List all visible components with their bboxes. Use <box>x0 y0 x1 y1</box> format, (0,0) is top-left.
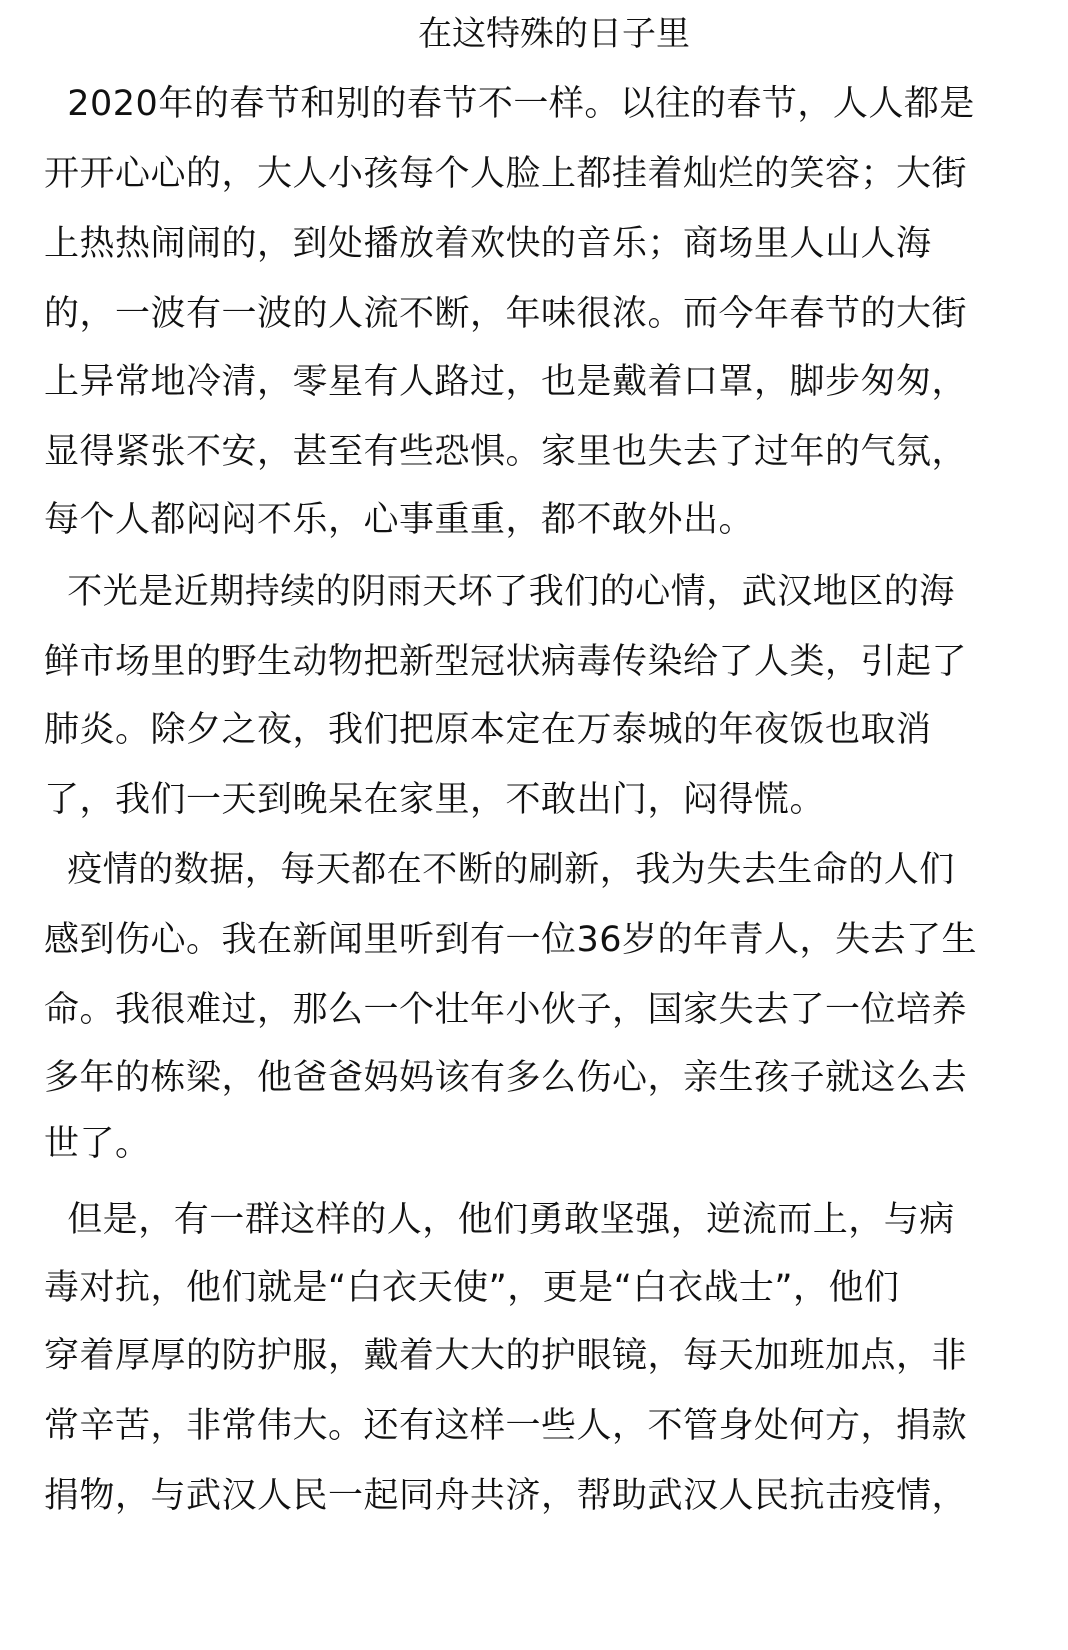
text-line: 显得紧张不安，甚至有些恐惧。家里也失去了过年的气氛， <box>44 432 968 472</box>
text-line: 每个人都闷闷不乐，心事重重，都不敢外出。 <box>44 500 755 540</box>
text-line: 肺炎。除夕之夜，我们把原本定在万泰城的年夜饭也取消 <box>44 710 932 750</box>
text-line: 多年的栋梁，他爸爸妈妈该有多么伤心，亲生孩子就这么去 <box>44 1058 968 1098</box>
text-line: 命。我很难过，那么一个壮年小伙子，国家失去了一位培养 <box>44 990 968 1030</box>
text-line: 世了。 <box>44 1124 151 1164</box>
text-line: 穿着厚厚的防护服，戴着大大的护眼镜，每天加班加点，非 <box>44 1336 968 1376</box>
text-line: 但是，有一群这样的人，他们勇敢坚强，逆流而上，与病 <box>44 1200 955 1240</box>
text-line: 捐物，与武汉人民一起同舟共济，帮助武汉人民抗击疫情， <box>44 1476 968 1516</box>
text-line: 感到伤心。我在新闻里听到有一位36岁的年青人，失去了生 <box>44 920 978 960</box>
text-line: 常辛苦，非常伟大。还有这样一些人，不管身处何方，捐款 <box>44 1406 968 1446</box>
text-line: 上异常地冷清，零星有人路过，也是戴着口罩，脚步匆匆， <box>44 362 968 402</box>
text-line: 上热热闹闹的，到处播放着欢快的音乐；商场里人山人海 <box>44 224 932 264</box>
text-line: 鲜市场里的野生动物把新型冠状病毒传染给了人类，引起了 <box>44 642 968 682</box>
text-line: 了，我们一天到晚呆在家里，不敢出门，闷得慌。 <box>44 780 826 820</box>
text-line: 毒对抗，他们就是“白衣天使”，更是“白衣战士”，他们 <box>44 1268 900 1308</box>
essay-title: 在这特殊的日子里 <box>418 14 690 54</box>
text-line: 2020年的春节和别的春节不一样。以往的春节，人人都是 <box>44 84 975 124</box>
text-line: 不光是近期持续的阴雨天坏了我们的心情，武汉地区的海 <box>44 572 955 612</box>
text-line: 疫情的数据，每天都在不断的刷新，我为失去生命的人们 <box>44 850 955 890</box>
text-line: 的，一波有一波的人流不断，年味很浓。而今年春节的大街 <box>44 294 968 334</box>
text-line: 开开心心的，大人小孩每个人脸上都挂着灿烂的笑容；大街 <box>44 154 968 194</box>
